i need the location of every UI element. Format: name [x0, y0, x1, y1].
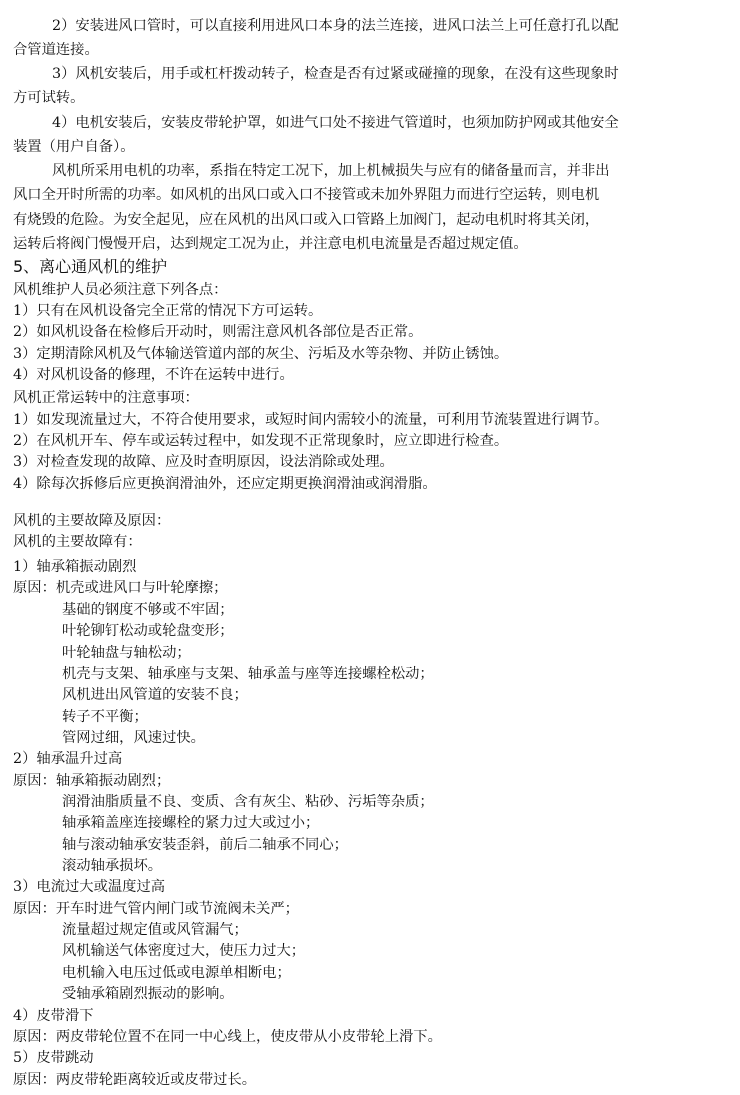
operation-item-4: 4）除每次拆修后应更换润滑油外，还应定期更换润滑油或润滑脂。	[13, 475, 437, 492]
fault-1-cause: 基础的钢度不够或不牢固；	[62, 601, 234, 618]
fault-2-cause: 滚动轴承损坏。	[62, 858, 163, 875]
fault-5-title: 5）皮带跳动	[13, 1050, 94, 1067]
power-paragraph-line-1: 风机所采用电机的功率，系指在特定工况下，加上机械损失与应有的储备量而言，并非出	[52, 163, 610, 180]
fault-4-cause: 原因：两皮带轮位置不在同一中心线上，使皮带从小皮带轮上滑下。	[13, 1028, 442, 1045]
faults-intro-2: 风机的主要故障有：	[13, 533, 142, 550]
power-paragraph-line-3: 有烧毁的危险。为安全起见，应在风机的出风口或入口管路上加阀门，起动电机时将其关闭，	[13, 211, 600, 228]
maintenance-item-1: 1）只有在风机设备完全正常的情况下方可运转。	[13, 302, 323, 319]
fault-1-cause: 转子不平衡；	[62, 708, 148, 725]
fault-3-cause: 受轴承箱剧烈振动的影响。	[62, 986, 234, 1003]
fault-3-cause: 流量超过规定值或风管漏气；	[62, 922, 248, 939]
fault-1-cause: 原因：机壳或进风口与叶轮摩擦；	[13, 580, 228, 597]
install-line-6: 装置（用户自备）。	[13, 138, 135, 155]
fault-3-cause: 电机输入电压过低或电源单相断电；	[62, 964, 291, 981]
fault-1-cause: 叶轮轴盘与轴松动；	[62, 644, 191, 661]
fault-2-cause: 轴与滚动轴承安装歪斜，前后二轴承不同心；	[62, 836, 348, 853]
install-line-5: 4）电机安装后，安装皮带轮护罩，如进气口处不接进气管道时，也须加防护网或其他安全	[52, 114, 619, 131]
fault-1-cause: 管网过细，风速过快。	[62, 729, 205, 746]
operation-item-1: 1）如发现流量过大，不符合使用要求，或短时间内需较小的流量，可利用节流装置进行调节。	[13, 411, 609, 428]
install-line-3: 3）风机安装后，用手或杠杆拨动转子，检查是否有过紧或碰撞的现象，在没有这些现象时	[52, 66, 619, 83]
install-line-4: 方可试转。	[13, 90, 85, 107]
fault-1-cause: 风机进出风管道的安装不良；	[62, 687, 248, 704]
power-paragraph-line-4: 运转后将阀门慢慢开启，达到规定工况为止，并注意电机电流量是否超过规定值。	[13, 235, 528, 252]
operation-intro: 风机正常运转中的注意事项：	[13, 390, 199, 407]
maintenance-intro: 风机维护人员必须注意下列各点：	[13, 281, 228, 298]
maintenance-item-4: 4）对风机设备的修理，不许在运转中进行。	[13, 366, 294, 383]
operation-item-2: 2）在风机开车、停车或运转过程中，如发现不正常现象时，应立即进行检查。	[13, 432, 509, 449]
power-paragraph-line-2: 风口全开时所需的功率。如风机的出风口或入口不接管或未加外界阻力而进行空运转，则电机	[13, 187, 600, 204]
fault-4-title: 4）皮带滑下	[13, 1007, 94, 1024]
fault-2-cause: 轴承箱盖座连接螺栓的紧力过大或过小；	[62, 815, 320, 832]
fault-5-cause: 原因：两皮带轮距离较近或皮带过长。	[13, 1071, 257, 1088]
fault-3-cause: 原因：开车时进气管内闸门或节流阀未关严；	[13, 900, 299, 917]
faults-intro-1: 风机的主要故障及原因：	[13, 512, 171, 529]
section-heading: 5、离心通风机的维护	[13, 257, 168, 277]
install-line-1: 2）安装进风口管时，可以直接利用进风口本身的法兰连接，进风口法兰上可任意打孔以配	[52, 17, 619, 34]
fault-3-title: 3）电流过大或温度过高	[13, 879, 166, 896]
fault-1-cause: 机壳与支架、轴承座与支架、轴承盖与座等连接螺栓松动；	[62, 665, 434, 682]
maintenance-item-3: 3）定期清除风机及气体输送管道内部的灰尘、污垢及水等杂物、并防止锈蚀。	[13, 345, 509, 362]
maintenance-item-2: 2）如风机设备在检修后开动时，则需注意风机各部位是否正常。	[13, 324, 423, 341]
operation-item-3: 3）对检查发现的故障、应及时查明原因，设法消除或处理。	[13, 454, 394, 471]
fault-1-title: 1）轴承箱振动剧烈	[13, 559, 137, 576]
install-line-2: 合管道连接。	[13, 41, 99, 58]
fault-2-cause: 原因：轴承箱振动剧烈；	[13, 772, 171, 789]
fault-1-cause: 叶轮铆钉松动或轮盘变形；	[62, 623, 234, 640]
fault-2-cause: 润滑油脂质量不良、变质、含有灰尘、粘砂、污垢等杂质；	[62, 794, 434, 810]
fault-2-title: 2）轴承温升过高	[13, 751, 123, 768]
fault-3-cause: 风机输送气体密度过大，使压力过大；	[62, 943, 306, 960]
